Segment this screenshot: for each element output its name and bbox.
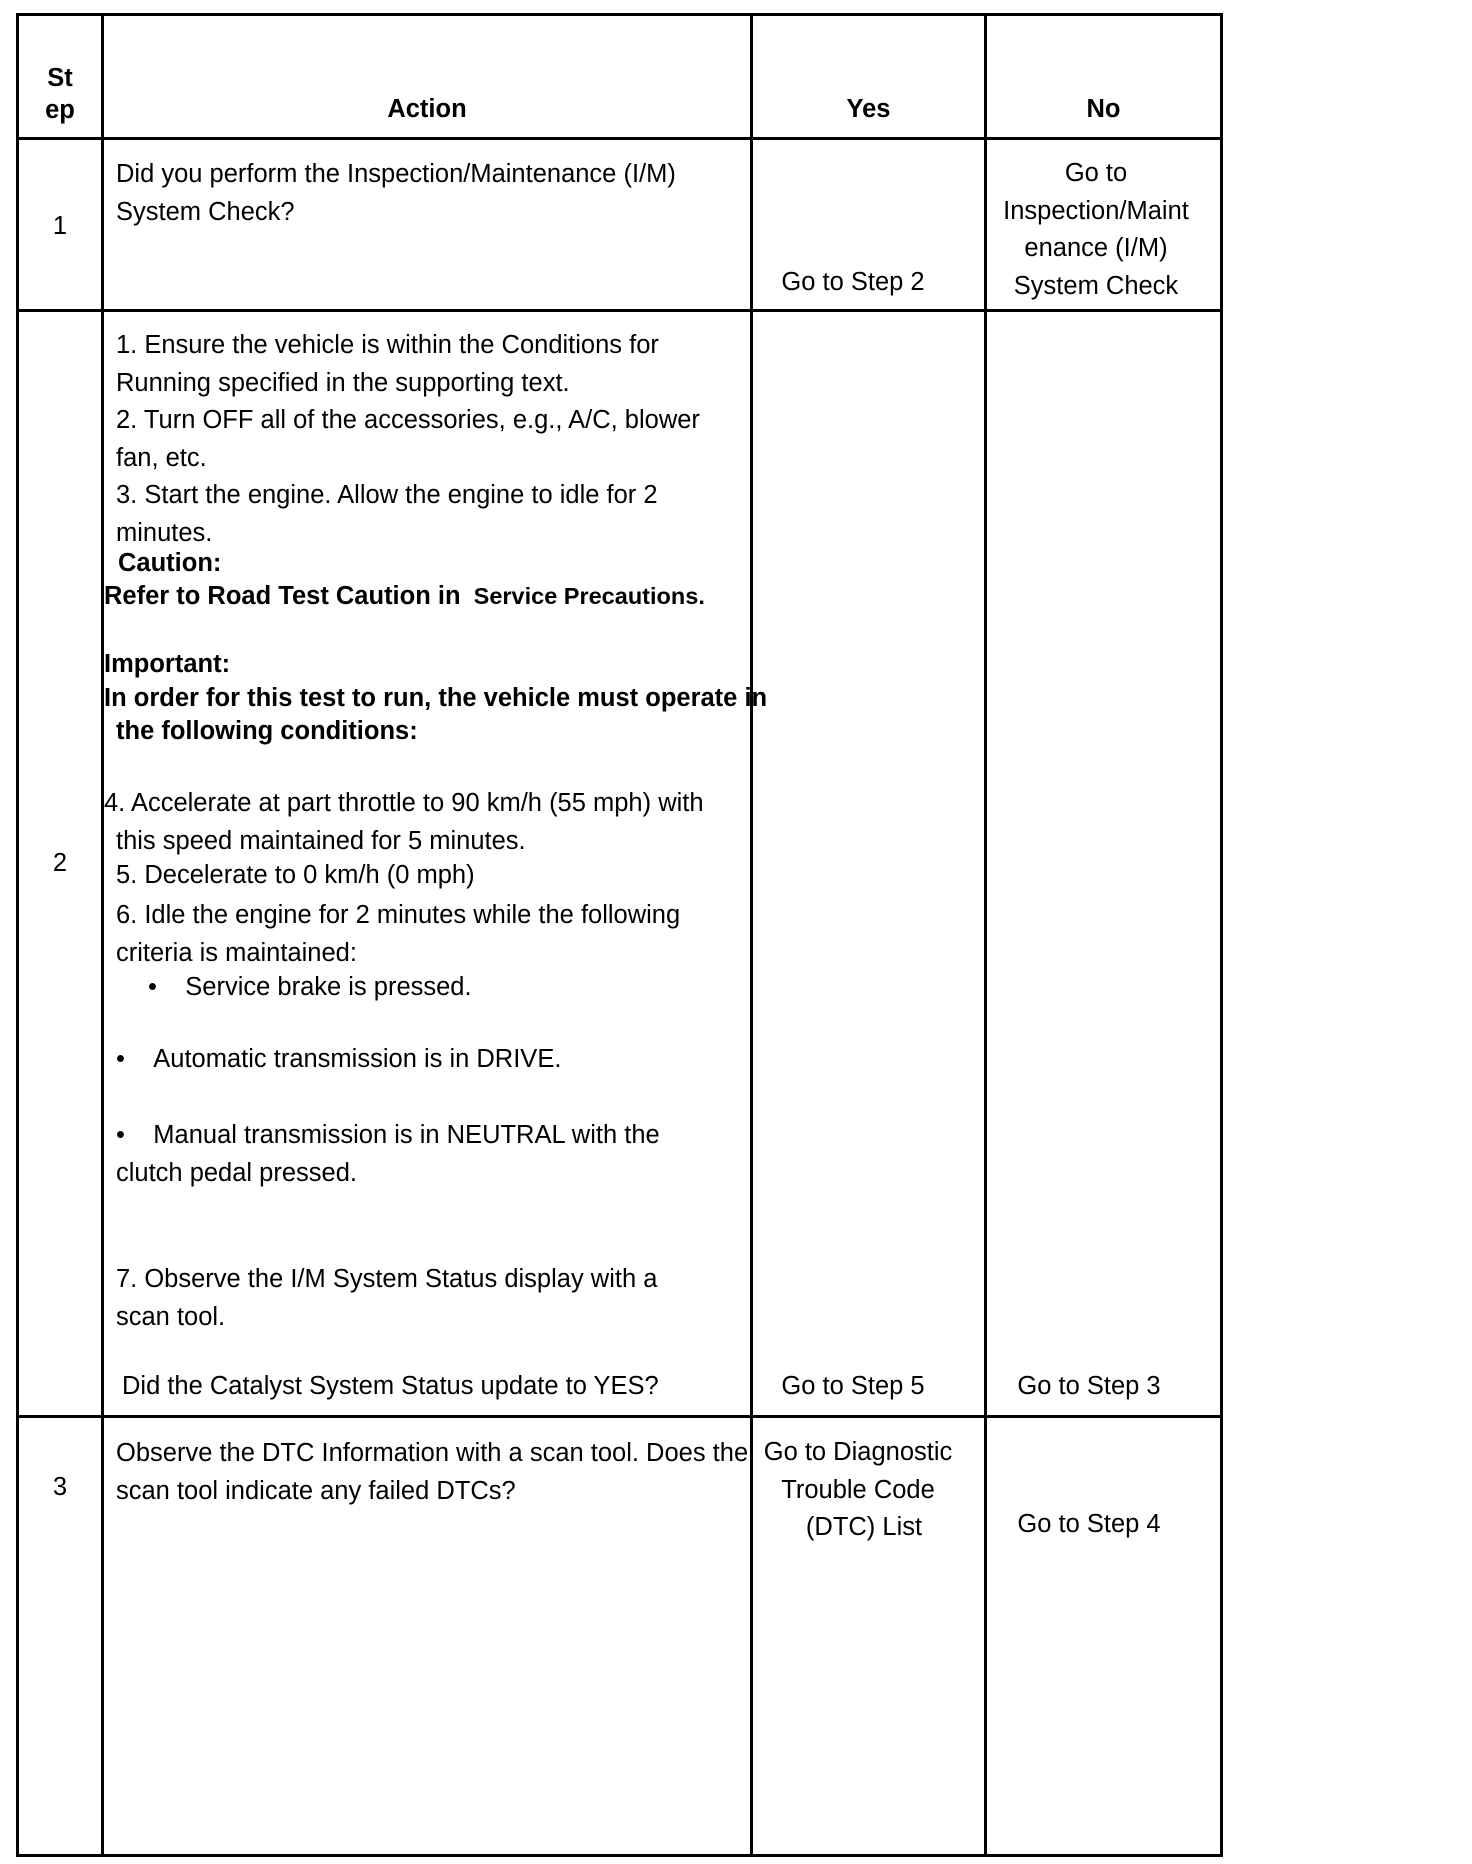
instruction-step-4: 4. Accelerate at part throttle to 90 km/h (55 mph) with this speed maintained for 5 minutes. bbox=[104, 789, 704, 855]
no-result: Go to Step 4 bbox=[1017, 1510, 1161, 1538]
table-border-left bbox=[16, 15, 19, 1857]
column-divider bbox=[101, 15, 104, 1857]
bullet-item: • Manual transmission is in NEUTRAL with the clutch pedal pressed. bbox=[116, 1121, 660, 1187]
table-border-bottom bbox=[16, 1854, 1223, 1857]
yes-result: Go to Step 2 bbox=[781, 268, 925, 296]
row-divider bbox=[16, 137, 1223, 140]
instruction-step-5: 5. Decelerate to 0 km/h (0 mph) bbox=[116, 861, 475, 889]
instruction-step-7: 7. Observe the I/M System Status display with a scan tool. bbox=[116, 1265, 658, 1331]
important-text: In order for this test to run, the vehicle must operate in the following conditions: bbox=[104, 684, 768, 745]
no-result: Go to Step 3 bbox=[1017, 1372, 1161, 1400]
no-result: Go to Inspection/Maint enance (I/M) System Check bbox=[1003, 159, 1189, 300]
bullet-item: • Service brake is pressed. bbox=[148, 973, 472, 1001]
caution-label: Caution: bbox=[118, 549, 222, 577]
step-number: 3 bbox=[52, 1473, 68, 1501]
row-divider bbox=[16, 1415, 1223, 1418]
table-border-right bbox=[1220, 15, 1223, 1857]
action-text: Observe the DTC Information with a scan tool. Does the scan tool indicate any failed DTCs? bbox=[116, 1439, 749, 1505]
table-border-top bbox=[16, 13, 1223, 16]
row-divider bbox=[16, 309, 1223, 312]
step-number: 2 bbox=[52, 849, 68, 877]
header-no: No bbox=[1086, 95, 1121, 123]
header-yes: Yes bbox=[846, 95, 891, 123]
instruction-step-3: 3. Start the engine. Allow the engine to idle for 2 minutes. bbox=[116, 481, 658, 547]
instruction-step-1: 1. Ensure the vehicle is within the Conditions for Running specified in the supporting text. bbox=[116, 331, 659, 397]
step-number: 1 bbox=[52, 212, 68, 240]
action-text: Did you perform the Inspection/Maintenance (I/M) System Check? bbox=[116, 160, 676, 226]
important-label: Important: bbox=[104, 650, 231, 678]
service-precautions-link[interactable]: Service Precautions. bbox=[473, 583, 705, 609]
question-text: Did the Catalyst System Status update to YES? bbox=[122, 1372, 659, 1400]
header-action: Action bbox=[387, 95, 467, 123]
instruction-step-6: 6. Idle the engine for 2 minutes while the following criteria is maintained: bbox=[116, 901, 681, 967]
bullet-item: • Automatic transmission is in DRIVE. bbox=[116, 1045, 562, 1073]
yes-result: Go to Diagnostic Trouble Code (DTC) List bbox=[763, 1438, 953, 1541]
instruction-step-2: 2. Turn OFF all of the accessories, e.g., A/C, blower fan, etc. bbox=[116, 406, 700, 472]
header-step: St ep bbox=[45, 64, 75, 124]
yes-result: Go to Step 5 bbox=[781, 1372, 925, 1400]
caution-text: Refer to Road Test Caution in Service Precautions. bbox=[104, 582, 705, 610]
